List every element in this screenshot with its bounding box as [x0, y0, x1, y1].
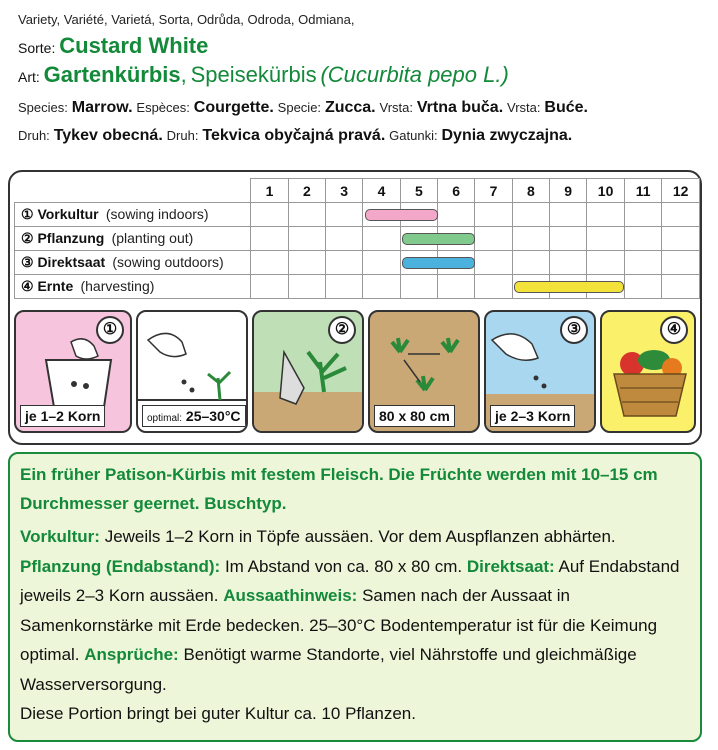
description-body	[20, 522, 696, 729]
text-vorkultur: Jeweils 1–2 Korn in Töpfe aussäen. Vor dem Auspflanzen abhärten.	[99, 527, 616, 546]
art-value: Gartenkürbis	[43, 62, 181, 87]
species-value: Zucca.	[324, 99, 376, 116]
calendar-row	[15, 251, 700, 275]
row-label-de: ④ Ernte	[21, 278, 74, 294]
month-cell: 2	[288, 179, 325, 203]
sorte-label: Sorte:	[18, 40, 56, 56]
keyword-vorkultur: Vorkultur:	[20, 527, 100, 546]
sorte-value: Custard White	[59, 33, 209, 58]
picture-direct-sowing	[484, 310, 596, 433]
druh-label: Druh:	[166, 128, 199, 143]
text-aussaathinweis: Samen nach der Aussaat in Samenkornstärke mit Erde bedecken. 25–30°C Bodentemperatur ist für die Keimung optimal.	[20, 586, 658, 664]
species-label: Vrsta:	[507, 100, 541, 115]
calendar-bar	[514, 281, 624, 293]
step-number: ②	[328, 316, 356, 344]
species-value: Courgette.	[193, 99, 274, 116]
sorte-line	[18, 33, 208, 59]
species-line	[18, 99, 588, 117]
species-label: Species:	[18, 100, 68, 115]
calendar-header-row	[15, 179, 700, 203]
row-label-de: ③ Direktsaat	[21, 254, 106, 270]
druh-value: Dynia zwyczajna.	[441, 127, 573, 144]
picture-planting-out	[252, 310, 364, 433]
month-cell: 9	[550, 179, 587, 203]
calendar-bar	[402, 233, 475, 245]
keyword-pflanzung: Pflanzung (Endabstand):	[20, 556, 221, 576]
picture-harvest	[600, 310, 696, 433]
row-label-en: (planting out)	[111, 230, 194, 246]
month-cell: 4	[363, 179, 400, 203]
art-value2: Speisekürbis	[190, 62, 317, 87]
month-cell: 11	[624, 179, 662, 203]
vegetable-basket-illustration	[602, 312, 696, 433]
text-portion: Diese Portion bringt bei guter Kultur ca. 10 Pflanzen.	[20, 704, 416, 723]
druh-line	[18, 127, 572, 145]
druh-label: Druh:	[18, 128, 50, 143]
caption-temperature	[142, 405, 246, 427]
art-sep: ,	[180, 62, 187, 87]
month-cell: 3	[326, 179, 363, 203]
calendar-row	[15, 227, 700, 251]
picture-germination	[136, 310, 248, 433]
calendar-row	[15, 203, 700, 227]
row-label-en: (sowing indoors)	[105, 206, 209, 222]
description-box	[8, 452, 702, 742]
caption-temp-value: 25–30°C	[185, 408, 241, 424]
month-cell: 7	[475, 179, 512, 203]
calendar-bar	[365, 209, 438, 221]
month-cell: 6	[438, 179, 475, 203]
calendar-bar	[402, 257, 475, 269]
species-label: Espèces:	[136, 100, 190, 115]
druh-label: Gatunki:	[389, 128, 438, 143]
caption-seeds-per-spot: je 2–3 Korn	[490, 405, 575, 427]
art-latin: (Cucurbita pepo L.)	[320, 62, 509, 87]
month-cell: 10	[587, 179, 625, 203]
step-number: ③	[560, 316, 588, 344]
keyword-ansprueche: Ansprüche:	[84, 645, 179, 664]
druh-value: Tekvica obyčajná pravá.	[202, 127, 386, 144]
species-label: Specie:	[277, 100, 322, 115]
month-cell: 5	[400, 179, 437, 203]
species-label: Vrsta:	[379, 100, 413, 115]
art-label: Art:	[18, 69, 40, 85]
keyword-aussaathinweis: Aussaathinweis:	[223, 586, 358, 605]
keyword-direktsaat: Direktsaat:	[466, 556, 555, 576]
row-label-en: (sowing outdoors)	[112, 254, 224, 270]
month-cell: 8	[512, 179, 549, 203]
step-number: ①	[96, 316, 124, 344]
variety-line: Variety, Variété, Varietá, Sorta, Odrůda, Odroda, Odmiana,	[18, 12, 355, 27]
text-ansprueche: Benötigt warme Standorte, viel Nährstoffe und gleichmäßige Wasserversorgung.	[20, 645, 637, 694]
species-value: Marrow.	[71, 99, 133, 116]
description-headline: Ein früher Patison-Kürbis mit festem Fleisch. Die Früchte werden mit 10–15 cm Durchmesser geernet. Buschtyp.	[20, 465, 658, 513]
caption-seeds-per-pot: je 1–2 Korn	[20, 405, 105, 427]
trowel-plant-illustration	[254, 312, 364, 433]
step-number: ④	[660, 316, 688, 344]
species-value: Vrtna buča.	[416, 99, 504, 116]
text-pflanzung: Im Abstand von ca. 80 x 80 cm.	[220, 556, 467, 576]
caption-spacing: 80 x 80 cm	[374, 405, 455, 427]
picture-spacing	[368, 310, 480, 433]
row-label-en: (harvesting)	[80, 278, 155, 294]
row-label-de: ② Pflanzung	[21, 230, 105, 246]
druh-value: Tykev obecná.	[53, 127, 163, 144]
month-cell: 1	[251, 179, 288, 203]
month-cell: 12	[662, 179, 700, 203]
picture-sowing-indoors	[14, 310, 132, 433]
art-line	[18, 62, 509, 88]
sowing-calendar	[8, 170, 702, 445]
text-direktsaat: Auf Endabstand jeweils 2–3 Korn aussäen.	[20, 556, 680, 605]
species-value: Buće.	[544, 99, 588, 116]
row-label-de: ① Vorkultur	[21, 206, 99, 222]
caption-optimal: optimal:	[147, 413, 183, 424]
calendar-grid	[14, 178, 700, 299]
